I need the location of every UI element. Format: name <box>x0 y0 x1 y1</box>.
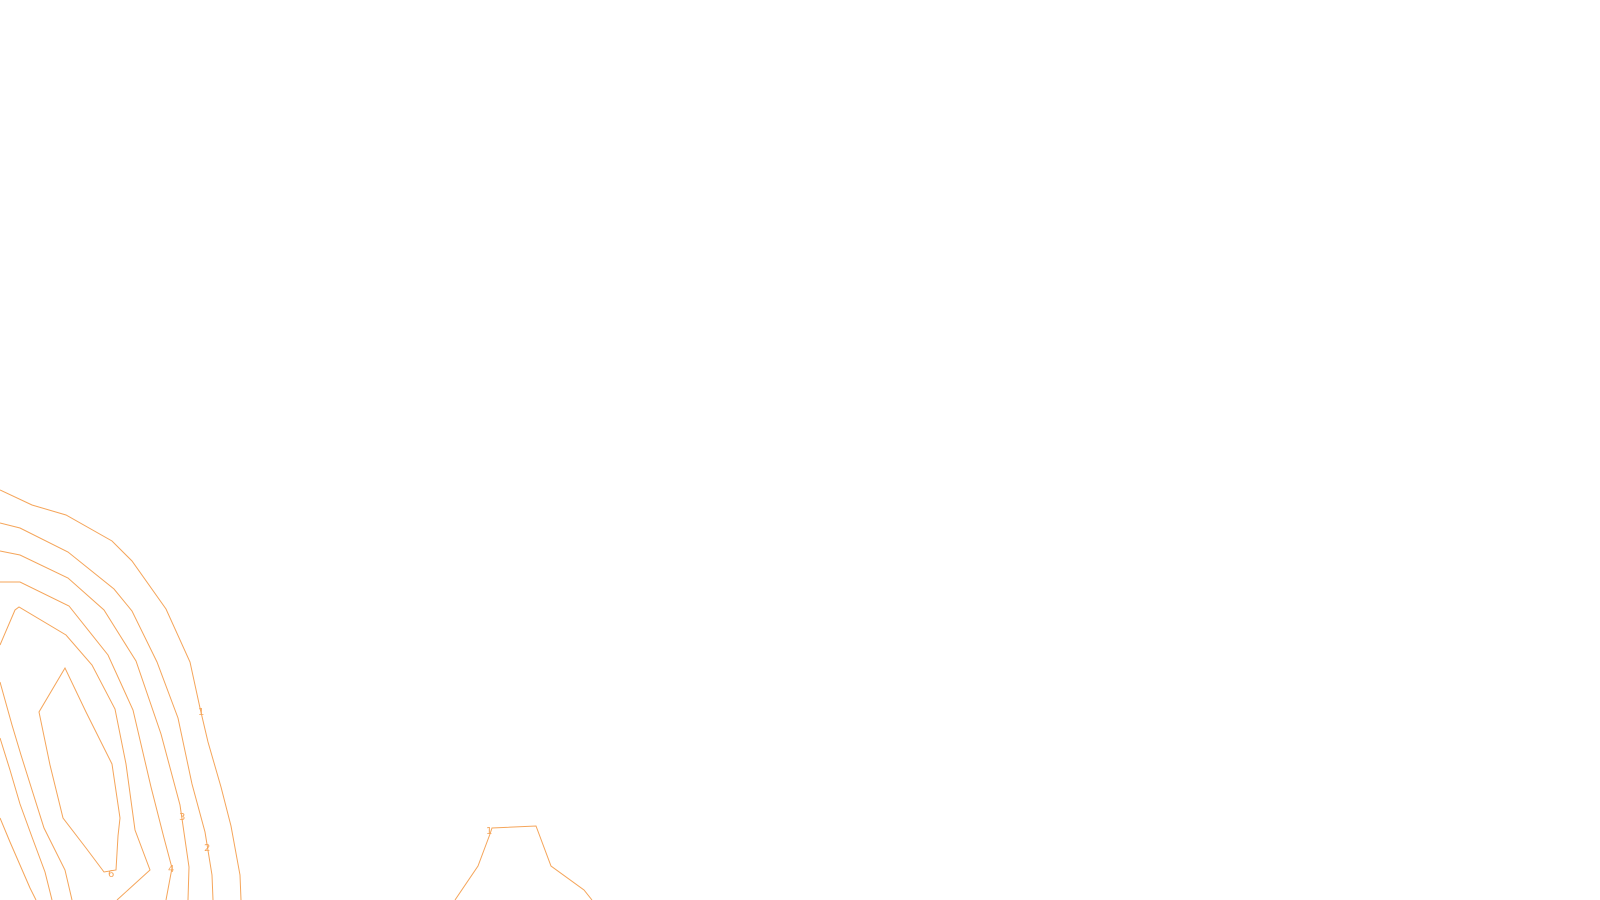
contour-line-level-4 <box>0 582 175 900</box>
contour-label-1-south: 1 <box>486 826 493 837</box>
contour-label-4: 4 <box>168 864 175 875</box>
contour-line-level-1-south <box>455 826 592 900</box>
contour-line-level-4-west <box>0 738 52 900</box>
contour-label-3: 3 <box>179 812 186 823</box>
contour-label-6: 6 <box>108 869 115 880</box>
contour-line-level-5-west <box>0 682 72 900</box>
contour-label-1-west: 1 <box>198 707 205 718</box>
contour-line-level-3-west <box>0 818 36 900</box>
contour-lines-group <box>0 490 592 900</box>
contour-labels-group <box>108 707 492 880</box>
contour-line-level-5 <box>0 607 150 900</box>
contour-label-2: 2 <box>204 843 211 854</box>
contour-line-level-3 <box>0 551 189 900</box>
contour-line-level-1-west <box>0 490 241 900</box>
contour-line-level-2 <box>0 523 213 900</box>
